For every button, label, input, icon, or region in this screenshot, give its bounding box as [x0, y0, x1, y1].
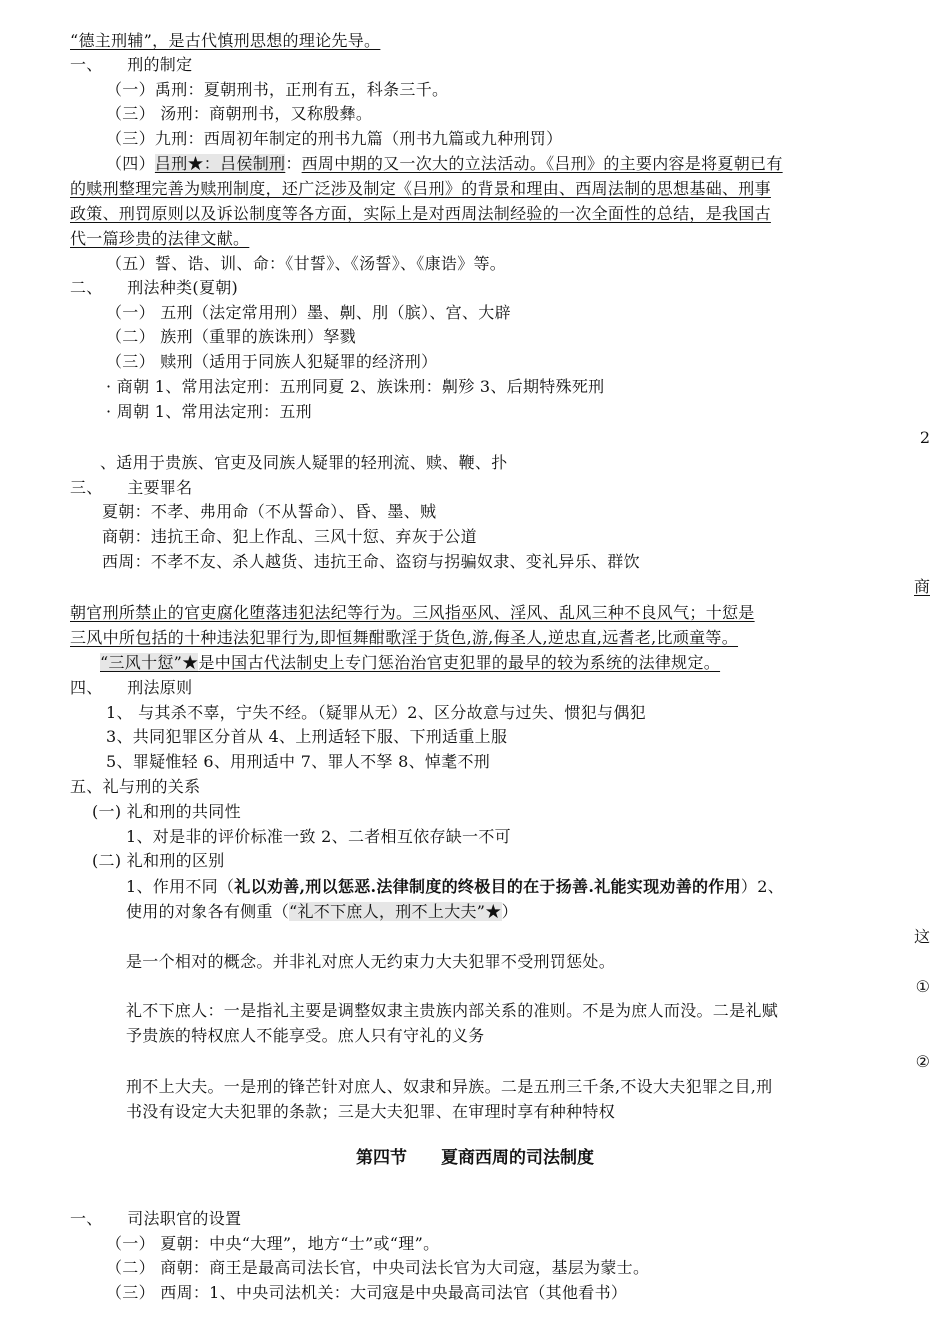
- text-line: （三） 西周：1、中央司法机关：大司寇是中央最高司法官（其他看书）: [106, 1283, 628, 1302]
- text-line: （一） 夏朝：中央“大理”，地方“士”或“理”。: [106, 1234, 440, 1253]
- text-span: 是中国古代法制史上专门惩治治官吏犯罪的最早的较为系统的法律规定。: [198, 653, 721, 672]
- text-line: 刑不上大夫。一是刑的锋芒针对庶人、奴隶和异族。二是五刑三千条,不设大夫犯罪之目,刑: [126, 1077, 773, 1096]
- text-line: 西周：不孝不友、杀人越货、违抗王命、盗窃与拐骗奴隶、变礼异乐、群饮: [102, 552, 640, 571]
- text-line: 5、罪疑惟轻 6、用刑适中 7、罪人不孥 8、悼耄不刑: [106, 752, 491, 771]
- chapter-heading: 第四节 夏商西周的司法制度: [356, 1148, 594, 1168]
- text-span: ）: [501, 902, 518, 921]
- section-heading: 二、 刑法种类(夏朝): [70, 278, 239, 297]
- margin-marker: ②: [915, 1052, 930, 1071]
- text-line: 商朝：违抗王命、犯上作乱、三风十愆、弃灰于公道: [102, 527, 477, 546]
- section-heading: 一、 刑的制定: [70, 55, 193, 74]
- text-line: · 周朝 1、常用法定刑：五刑: [106, 402, 312, 421]
- text-line: [126, 901, 518, 923]
- text-span: 使用的对象各有侧重（: [126, 902, 290, 921]
- margin-text: 这: [913, 927, 930, 946]
- text-line: 3、共同犯罪区分首从 4、上刑适轻下服、下刑适重上服: [106, 727, 508, 746]
- section-heading: 五、礼与刑的关系: [70, 777, 201, 796]
- text-line: （三） 赎刑（适用于同族人犯疑罪的经济刑）: [106, 352, 438, 371]
- highlight-span: 吕刑★：吕侯制刑: [154, 154, 286, 173]
- text-line: 的赎刑整理完善为赎刑制度，还广泛涉及制定《吕刑》的背景和理由、西周法制的思想基础、刑事: [70, 179, 771, 198]
- text-span: ）2、: [740, 877, 784, 896]
- text-line: 朝官刑所禁止的官吏腐化堕落违犯法纪等行为。三风指巫风、淫风、乱风三种不良风气；十愆是: [70, 603, 755, 622]
- margin-marker: ①: [915, 977, 930, 996]
- text-line: 书没有设定大夫犯罪的条款；三是大夫犯罪、在审理时享有种种特权: [126, 1102, 616, 1121]
- text-line: （五）誓、诰、训、命：《甘誓》、《汤誓》、《康诰》等。: [106, 254, 507, 273]
- text-line: （三）九刑：西周初年制定的刑书九篇（刑书九篇或九种刑罚）: [106, 129, 563, 148]
- text-span: ：: [285, 154, 302, 173]
- section-heading: 三、 主要罪名: [70, 478, 193, 497]
- highlight-span: “三风十愆”★: [100, 653, 199, 672]
- underlined-span: 西周中期的又一次大的立法活动。《吕刑》的主要内容是将夏朝已有: [301, 154, 783, 173]
- text-line: 三风中所包括的十种违法犯罪行为,即恒舞酣歌淫于货色,游,侮圣人,逆忠直,远耆老,比顽童等。: [70, 628, 739, 647]
- text-line: 夏朝：不孝、弗用命（不从誓命）、昏、墨、贼: [102, 502, 437, 521]
- text-line: 予贵族的特权庶人不能享受。庶人只有守礼的义务: [126, 1026, 485, 1045]
- text-line: 、适用于贵族、官吏及同族人疑罪的轻刑流、赎、鞭、扑: [100, 453, 508, 472]
- text-line: 代一篇珍贵的法律文献。: [70, 229, 250, 248]
- bold-span: 礼以劝善,刑以惩恶.法律制度的终极目的在于扬善.礼能实现劝善的作用: [234, 877, 741, 896]
- text-line: 1、 与其杀不辜，宁失不经。（疑罪从无）2、区分故意与过失、惯犯与偶犯: [106, 703, 646, 722]
- highlight-span: “礼不下庶人，刑不上大夫”★: [289, 902, 502, 921]
- text-line: 是一个相对的概念。并非礼对庶人无约束力大夫犯罪不受刑罚惩处。: [126, 952, 616, 971]
- section-heading: 四、 刑法原则: [70, 678, 193, 697]
- text-line: [100, 652, 720, 674]
- page-number: 2: [919, 428, 930, 447]
- text-line: （二） 族刑（重罪的族诛刑）孥戮: [106, 327, 356, 346]
- subsection-heading: (一) 礼和刑的共同性: [92, 802, 241, 821]
- text-span: 1、作用不同（: [126, 877, 235, 896]
- section-heading: 一、 司法职官的设置: [70, 1209, 242, 1228]
- margin-text: 商: [913, 577, 930, 596]
- subsection-heading: (二) 礼和刑的区别: [92, 851, 225, 870]
- text-line: （一）禹刑：夏朝刑书，正刑有五，科条三千。: [106, 80, 449, 99]
- text-line: 礼不下庶人：一是指礼主要是调整奴隶主贵族内部关系的准则。不是为庶人而没。二是礼赋: [126, 1001, 779, 1020]
- text-span: （四）: [106, 154, 155, 173]
- text-line: （一） 五刑（法定常用刑）墨、劓、刖（膑）、宫、大辟: [106, 303, 511, 322]
- text-line: · 商朝 1、常用法定刑：五刑同夏 2、族诛刑：劓殄 3、后期特殊死刑: [106, 377, 605, 396]
- text-line: （二） 商朝：商王是最高司法长官，中央司法长官为大司寇，基层为蒙士。: [106, 1258, 650, 1277]
- text-line: [126, 876, 784, 898]
- text-line: “德主刑辅”，是古代慎刑思想的理论先导。: [70, 31, 381, 50]
- text-line: （三） 汤刑：商朝刑书，又称殷彝。: [106, 104, 373, 123]
- text-line: 1、对是非的评价标准一致 2、二者相互依存缺一不可: [126, 827, 511, 846]
- text-line: [106, 153, 783, 175]
- text-line: 政策、刑罚原则以及诉讼制度等各方面，实际上是对西周法制经验的一次全面性的总结，是我国古: [70, 204, 771, 223]
